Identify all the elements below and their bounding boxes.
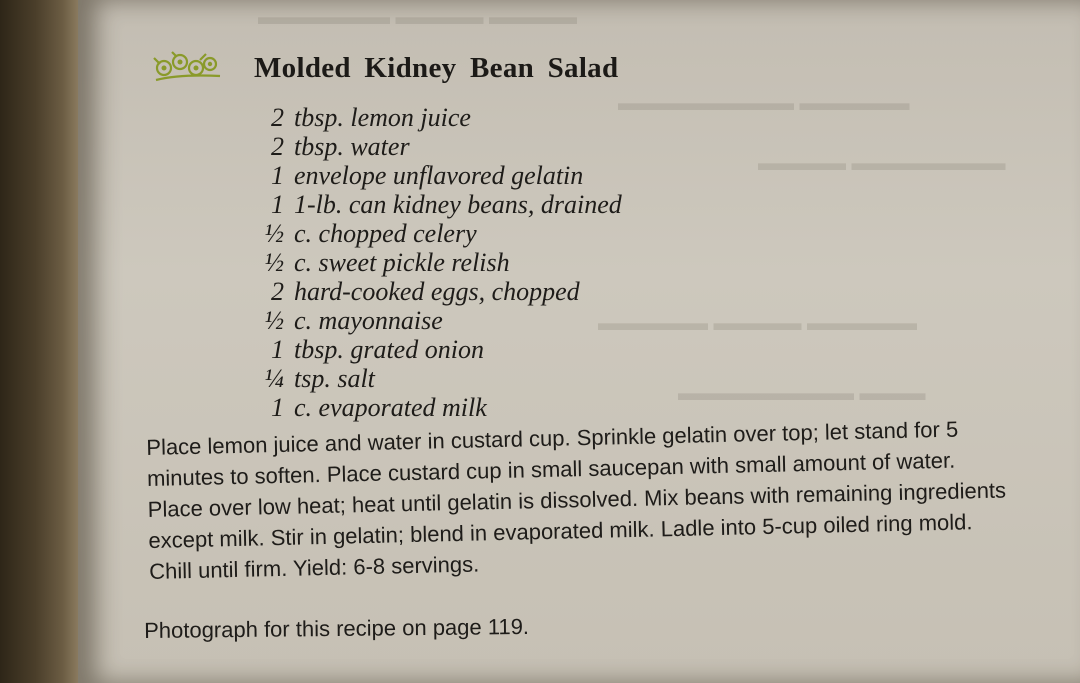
- photo-reference-note: Photograph for this recipe on page 119.: [144, 613, 530, 643]
- ingredient-item: [250, 190, 622, 219]
- ingredient-item: [250, 132, 622, 161]
- ingredient-qty: ½: [264, 306, 284, 335]
- ingredient-item: [250, 277, 622, 306]
- ingredient-qty: 1: [271, 335, 284, 364]
- ingredient-item: [250, 219, 622, 248]
- show-through-text: ▬▬▬▬▬▬▬▬ ▬▬▬: [678, 380, 926, 405]
- ingredient-text: c. chopped celery: [294, 219, 477, 248]
- ingredient-qty: 2: [271, 132, 284, 161]
- show-through-text: ▬▬▬▬ ▬▬▬▬▬▬▬: [758, 150, 1006, 175]
- ingredient-text: c. evaporated milk: [294, 393, 487, 422]
- ingredient-item: [250, 393, 622, 422]
- show-through-text: ▬▬▬▬▬▬ ▬▬▬▬ ▬▬▬▬: [258, 4, 577, 29]
- ingredient-text: tbsp. water: [294, 132, 410, 161]
- flower-ornament-icon: [150, 50, 224, 86]
- ingredient-text: 1-lb. can kidney beans, drained: [294, 190, 622, 219]
- ingredient-text: tbsp. grated onion: [294, 335, 484, 364]
- recipe-header: [150, 50, 618, 86]
- ingredient-item: [250, 364, 622, 393]
- ingredient-qty: 1: [271, 161, 284, 190]
- ingredient-text: tsp. salt: [294, 364, 375, 393]
- ingredient-text: tbsp. lemon juice: [294, 103, 471, 132]
- ingredient-list: [250, 103, 622, 422]
- ingredient-item: [250, 335, 622, 364]
- show-through-text: ▬▬▬▬▬▬▬▬ ▬▬▬▬▬: [618, 90, 910, 115]
- ingredient-qty: 1: [271, 393, 284, 422]
- ingredient-item: [250, 306, 622, 335]
- recipe-instructions: Place lemon juice and water in custard cup. Sprinkle gelatin over top; let stand for 5 minutes to soften. Place custard cup in small saucepan with small amount of water. Place over low heat; heat until gelatin is dissolved. Mix beans with remaining ingredients except milk. Stir in gelatin; blend in evaporated milk. Ladle into 5-cup oiled ring mold. Chill until firm. Yield: 6-8 servings.: [146, 416, 1007, 584]
- ingredient-qty: 2: [271, 103, 284, 132]
- ingredient-text: c. sweet pickle relish: [294, 248, 510, 277]
- book-spine: [0, 0, 78, 683]
- recipe-title: Molded Kidney Bean Salad: [254, 51, 619, 84]
- show-through-text: ▬▬▬▬▬ ▬▬▬▬ ▬▬▬▬▬: [598, 310, 917, 335]
- ingredient-item: [250, 161, 622, 190]
- ingredient-text: hard-cooked eggs, chopped: [294, 277, 580, 306]
- ingredient-qty: ½: [264, 219, 284, 248]
- ingredient-item: [250, 103, 622, 132]
- ingredient-qty: 1: [271, 190, 284, 219]
- ingredient-qty: 2: [271, 277, 284, 306]
- ingredient-text: c. mayonnaise: [294, 306, 443, 335]
- ingredient-qty: ¼: [264, 364, 284, 393]
- ingredient-item: [250, 248, 622, 277]
- ingredient-text: envelope unflavored gelatin: [294, 161, 584, 190]
- ingredient-qty: ½: [264, 248, 284, 277]
